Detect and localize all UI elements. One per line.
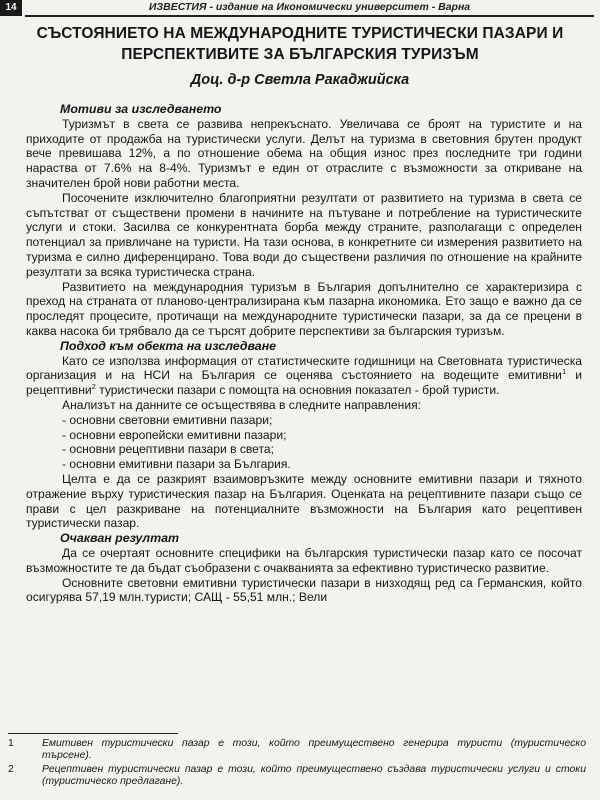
footnote-divider xyxy=(8,733,178,734)
paragraph-text: Като се използва информация от статистическите годишници на Световната туристическа организация и на НСИ на България се оценява състоянието на водещите емитивни xyxy=(26,353,582,383)
footnote-text: Емитивен туристически пазар е този, който преимуществено генерира туристи (туристическо търсене). xyxy=(42,738,586,762)
list-item: - основни рецептивни пазари в света; xyxy=(62,442,275,457)
paragraph: Развитието на международния туризъм в България допълнително се характеризира с преход на страната от планово-централизирана към пазарна икономика. Ето защо е важно да се проследят процесите, протичащи на международните туристически пазари, за да се прецени в каква насока би трябвало да се търсят добрите перспективи за българския туризъм. xyxy=(26,279,582,338)
paragraph-text: и рецептивни xyxy=(26,368,582,398)
list-item: - основни емитивни пазари за България. xyxy=(62,457,291,472)
article-body xyxy=(26,102,582,605)
footnote xyxy=(8,738,586,763)
running-header: ИЗВЕСТИЯ - издание на Икономически университет - Варна xyxy=(25,1,594,17)
paragraph: Посочените изключително благоприятни резултати от развитието на туризма в света се съпътстват от съществени промени в начините на пътуване и потребление на туристическите услуги и стоки. Засилва се конкурентната борба между страните, разполагащи с определен потенциал за привличане на туристи. На тази основа, в конкретните си измерения развитието на туризма е силно диференцирано. Това води до съществени различия по отношение на крайните резултати за всяка туристическа страна. xyxy=(26,190,582,279)
footnote-ref-1: 1 xyxy=(561,367,567,377)
footnotes xyxy=(8,738,586,790)
paragraph-text: туристически пазари с помощта на основния показател - брой туристи. xyxy=(95,383,500,398)
section-heading-result: Очакван резултат xyxy=(60,531,180,546)
article-title: СЪСТОЯНИЕТО НА МЕЖДУНАРОДНИТЕ ТУРИСТИЧЕСКИ ПАЗАРИ И ПЕРСПЕКТИВИТЕ ЗА БЪЛГАРСКИЯ ТУРИЗЪМ xyxy=(36,25,564,63)
footnote-text: Рецептивен туристически пазар е този, който преимуществено създава туристически услуги и стоки (туристическо предлагане). xyxy=(42,763,586,788)
paragraph: Анализът на данните се осъществява в следните направления: xyxy=(62,397,421,412)
paragraph: Туризмът в света се развива непрекъснато. Увеличава се броят на туристите и на приходите от продажба на туристически услуги. Делът на туризма в световния брутен продукт вече превишава 12%, а по отношение обема на общия износ през последните три години нараства от 7.6% на 8-4%. Туризмът е един от отраслите с възможности за откриване на значителен брой нови работни места. xyxy=(26,116,582,190)
paragraph: Да се очертаят основните специфики на българския туристически пазар като се посочат възможностите те да бъдат съобразени с очакванията за ефективно туристическо развитие. xyxy=(26,545,582,575)
section-heading-motives: Мотиви за изследването xyxy=(60,102,222,116)
page-number: 14 xyxy=(0,0,22,16)
footnote-ref-2: 2 xyxy=(91,382,96,392)
section-heading-approach: Подход към обекта на изследване xyxy=(60,338,277,353)
paragraph: Целта е да се разкрият взаимовръзките между основните емитивни пазари и тяхното отражение върху туристическия пазар на България. Оценката на рецептивните пазари също се прави с цел разкриване на потенциалните възможности на България като рецептивен туристически пазар. xyxy=(26,471,582,531)
list-item: - основни световни емитивни пазари; xyxy=(62,412,273,427)
footnote-number: 2 xyxy=(8,763,14,775)
list-item: - основни европейски емитивни пазари; xyxy=(62,427,287,442)
footnote-number: 1 xyxy=(8,738,14,749)
footnote xyxy=(8,764,586,789)
paragraph: Основните световни емитивни туристически пазари в низходящ ред са Германския, който осигурява 57,19 млн.туристи; САЩ - 55,51 млн.; Вели xyxy=(26,575,582,605)
paragraph-with-footnotes xyxy=(26,354,582,398)
author-line: Доц. д-р Светла Ракаджийска xyxy=(190,72,410,88)
